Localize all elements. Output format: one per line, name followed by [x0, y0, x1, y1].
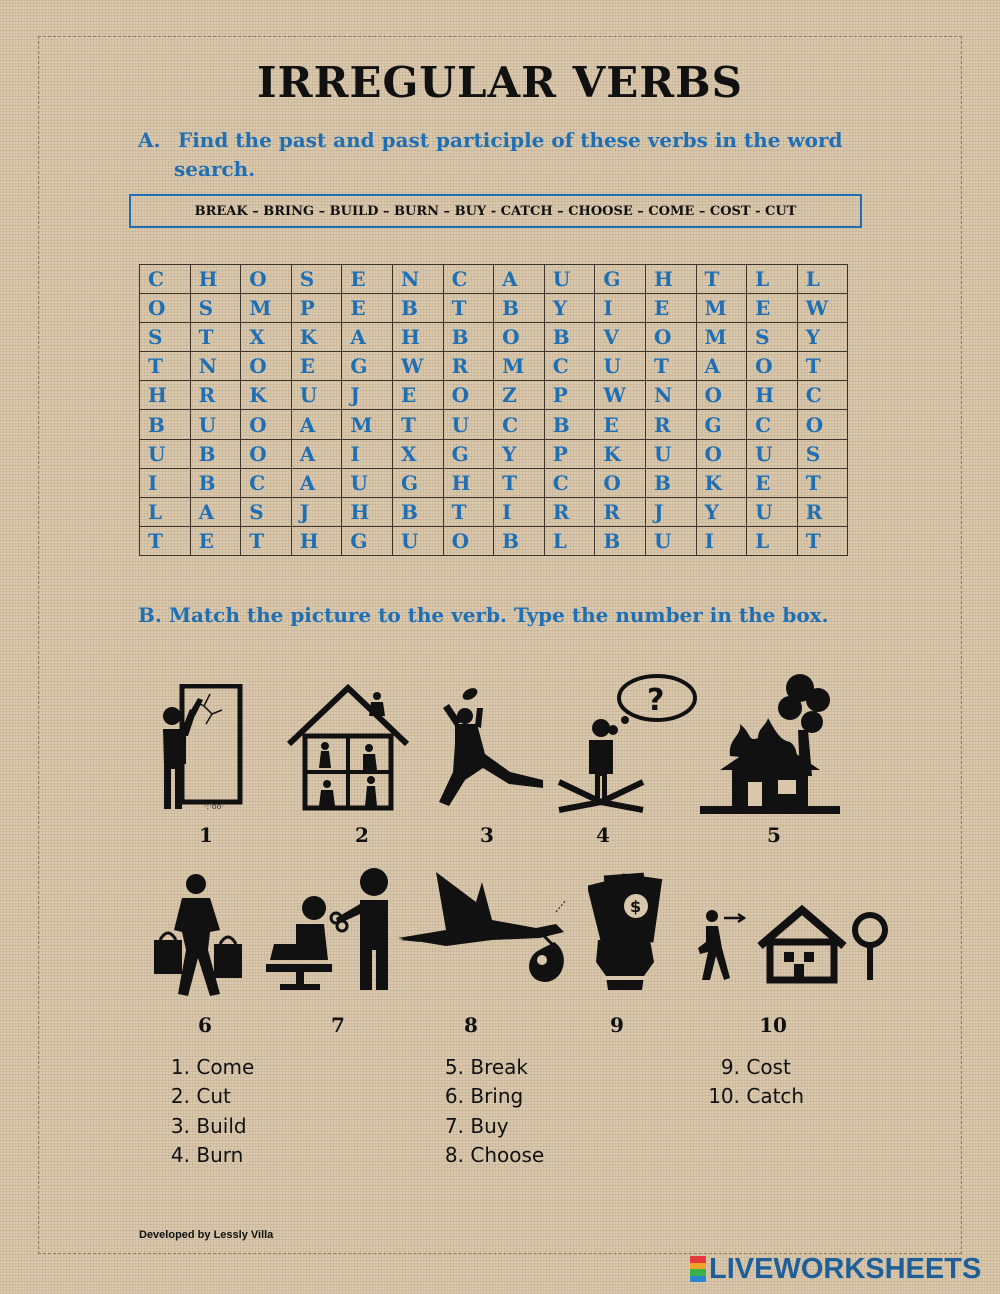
grid-cell[interactable]: M — [696, 294, 747, 323]
grid-cell[interactable]: N — [645, 381, 696, 410]
grid-row — [140, 439, 848, 468]
grid-cell[interactable]: S — [190, 294, 241, 323]
grid-cell[interactable]: U — [342, 468, 393, 497]
grid-cell[interactable]: U — [544, 265, 595, 294]
grid-cell[interactable]: C — [494, 410, 545, 439]
broken-window-icon — [160, 684, 250, 812]
grid-cell[interactable]: G — [342, 526, 393, 555]
grid-cell[interactable]: M — [696, 323, 747, 352]
grid-cell[interactable]: E — [392, 381, 443, 410]
grid-cell[interactable]: H — [392, 323, 443, 352]
picture-number-8: 8 — [464, 1013, 478, 1037]
grid-cell[interactable]: W — [595, 381, 646, 410]
verb-item: 6. Bring — [444, 1084, 524, 1109]
liveworksheets-logo-text: LIVEWORKSHEETS — [709, 1252, 982, 1285]
grid-cell[interactable]: O — [443, 381, 494, 410]
grid-cell[interactable]: B — [595, 526, 646, 555]
grid-cell[interactable]: B — [190, 439, 241, 468]
grid-cell[interactable]: O — [494, 323, 545, 352]
grid-row — [140, 265, 848, 294]
house-building-icon — [285, 684, 411, 812]
picture-number-2: 2 — [355, 823, 369, 847]
grid-cell[interactable]: E — [342, 294, 393, 323]
grid-cell[interactable]: G — [696, 410, 747, 439]
verb-list-column-1 — [160, 1053, 254, 1170]
shopping-bags-icon — [152, 870, 244, 998]
grid-cell[interactable]: E — [595, 410, 646, 439]
verb-item: 4. Burn — [170, 1142, 244, 1167]
picture-number-10: 10 — [759, 1013, 787, 1037]
verb-item: 9. Cost — [720, 1055, 791, 1079]
grid-cell[interactable]: Z — [494, 381, 545, 410]
grid-cell[interactable]: S — [747, 323, 798, 352]
grid-cell[interactable]: I — [494, 497, 545, 526]
grid-cell[interactable]: C — [443, 265, 494, 294]
grid-cell[interactable]: L — [747, 265, 798, 294]
grid-cell[interactable]: H — [342, 497, 393, 526]
verb-list-column-2 — [434, 1053, 544, 1170]
grid-cell[interactable]: W — [797, 294, 848, 323]
verb-item: 10. Catch — [708, 1084, 805, 1109]
grid-cell[interactable]: O — [241, 439, 292, 468]
grid-cell[interactable]: G — [595, 265, 646, 294]
grid-cell[interactable]: C — [797, 381, 848, 410]
grid-cell[interactable]: B — [443, 323, 494, 352]
grid-cell[interactable]: R — [797, 497, 848, 526]
grid-row — [140, 497, 848, 526]
grid-cell[interactable]: S — [140, 323, 191, 352]
grid-cell[interactable]: U — [392, 526, 443, 555]
grid-cell[interactable]: B — [494, 294, 545, 323]
grid-cell[interactable]: A — [291, 468, 342, 497]
grid-cell[interactable]: P — [544, 381, 595, 410]
verb-item: 3. Build — [170, 1113, 247, 1138]
grid-cell[interactable]: N — [190, 352, 241, 381]
grid-row — [140, 526, 848, 555]
grid-cell[interactable]: U — [595, 352, 646, 381]
haircut-icon — [262, 864, 392, 992]
grid-cell[interactable]: H — [291, 526, 342, 555]
grid-cell[interactable]: P — [291, 294, 342, 323]
verb-item: 7. Buy — [444, 1113, 509, 1138]
grid-cell[interactable]: T — [494, 468, 545, 497]
grid-cell[interactable]: B — [140, 410, 191, 439]
catching-ball-icon — [425, 684, 547, 812]
grid-cell[interactable]: O — [696, 381, 747, 410]
grid-cell[interactable]: T — [392, 410, 443, 439]
instruction-a-line1: Find the past and past participle of these verbs in the word — [178, 128, 843, 152]
money-in-hand-icon — [588, 866, 666, 994]
grid-cell[interactable]: U — [645, 526, 696, 555]
grid-row — [140, 352, 848, 381]
grid-cell[interactable]: R — [645, 410, 696, 439]
grid-cell[interactable]: A — [291, 439, 342, 468]
instruction-a-line2: search. — [174, 157, 256, 181]
grid-cell[interactable]: K — [595, 439, 646, 468]
grid-cell[interactable]: I — [696, 526, 747, 555]
grid-cell[interactable]: O — [747, 352, 798, 381]
grid-cell[interactable]: K — [241, 381, 292, 410]
grid-cell[interactable]: H — [747, 381, 798, 410]
grid-cell[interactable]: Y — [544, 294, 595, 323]
grid-cell[interactable]: I — [595, 294, 646, 323]
grid-row — [140, 468, 848, 497]
grid-cell[interactable]: R — [544, 497, 595, 526]
grid-cell[interactable]: Y — [797, 323, 848, 352]
svg-text:·:·oo·: ·:·oo· — [204, 802, 225, 811]
grid-cell[interactable]: E — [342, 265, 393, 294]
grid-cell[interactable]: E — [291, 352, 342, 381]
page-title: IRREGULAR VERBS — [257, 58, 743, 107]
verb-item: 1. Come — [170, 1055, 255, 1079]
grid-cell[interactable]: I — [342, 439, 393, 468]
grid-cell[interactable]: C — [140, 265, 191, 294]
word-list-box — [129, 194, 862, 228]
instruction-a-letter: A. — [138, 128, 161, 152]
picture-number-1: 1 — [199, 823, 213, 847]
grid-cell[interactable]: C — [241, 468, 292, 497]
picture-number-3: 3 — [480, 823, 494, 847]
word-list: BREAK – BRING – BUILD – BURN – BUY - CATCH – CHOOSE – COME – COST - CUT — [194, 203, 797, 219]
grid-cell[interactable]: M — [494, 352, 545, 381]
grid-cell[interactable]: A — [342, 323, 393, 352]
burning-house-icon — [700, 666, 840, 814]
grid-cell[interactable]: L — [140, 497, 191, 526]
picture-number-4: 4 — [596, 823, 610, 847]
grid-cell[interactable]: O — [140, 294, 191, 323]
grid-cell[interactable]: L — [544, 526, 595, 555]
grid-cell[interactable]: B — [190, 468, 241, 497]
grid-cell[interactable]: T — [797, 352, 848, 381]
grid-cell[interactable]: O — [645, 323, 696, 352]
grid-cell[interactable]: O — [797, 410, 848, 439]
grid-cell[interactable]: B — [645, 468, 696, 497]
grid-cell[interactable]: U — [645, 439, 696, 468]
grid-cell[interactable]: S — [291, 265, 342, 294]
verb-item: 8. Choose — [444, 1142, 545, 1167]
grid-cell[interactable]: A — [291, 410, 342, 439]
grid-cell[interactable]: P — [544, 439, 595, 468]
grid-cell[interactable]: S — [797, 439, 848, 468]
grid-cell[interactable]: A — [494, 265, 545, 294]
grid-cell[interactable]: B — [544, 410, 595, 439]
grid-row — [140, 381, 848, 410]
grid-cell[interactable]: T — [797, 468, 848, 497]
grid-cell[interactable]: E — [747, 294, 798, 323]
grid-cell[interactable]: L — [747, 526, 798, 555]
grid-cell[interactable]: A — [190, 497, 241, 526]
instruction-a — [138, 126, 858, 184]
grid-row — [140, 323, 848, 352]
grid-cell[interactable]: T — [645, 352, 696, 381]
verb-list-column-3 — [700, 1053, 804, 1112]
grid-row — [140, 410, 848, 439]
grid-cell[interactable]: V — [595, 323, 646, 352]
stork-bringing-baby-icon — [396, 862, 576, 992]
grid-cell[interactable]: T — [797, 526, 848, 555]
grid-cell[interactable]: C — [544, 352, 595, 381]
grid-row — [140, 294, 848, 323]
choosing-person-icon — [555, 674, 700, 814]
grid-cell[interactable]: H — [645, 265, 696, 294]
grid-cell[interactable]: U — [747, 497, 798, 526]
grid-cell[interactable]: K — [291, 323, 342, 352]
grid-cell[interactable]: H — [190, 265, 241, 294]
picture-number-9: 9 — [610, 1013, 624, 1037]
grid-cell[interactable]: R — [190, 381, 241, 410]
grid-cell[interactable]: T — [190, 323, 241, 352]
liveworksheets-logo — [690, 1252, 981, 1286]
grid-cell[interactable]: S — [241, 497, 292, 526]
picture-number-7: 7 — [331, 1013, 345, 1037]
grid-cell[interactable]: O — [241, 352, 292, 381]
svg-text:?: ? — [647, 683, 665, 718]
grid-cell[interactable]: Y — [696, 497, 747, 526]
grid-cell[interactable]: T — [140, 352, 191, 381]
grid-cell[interactable]: H — [443, 468, 494, 497]
grid-cell[interactable]: E — [747, 468, 798, 497]
grid-cell[interactable]: Y — [494, 439, 545, 468]
grid-cell[interactable]: O — [443, 526, 494, 555]
svg-text:$: $ — [630, 897, 642, 916]
grid-cell[interactable]: M — [241, 294, 292, 323]
grid-cell[interactable]: J — [291, 497, 342, 526]
grid-cell[interactable]: X — [241, 323, 292, 352]
grid-cell[interactable]: B — [494, 526, 545, 555]
grid-cell[interactable]: L — [797, 265, 848, 294]
grid-cell[interactable]: E — [645, 294, 696, 323]
grid-cell[interactable]: T — [241, 526, 292, 555]
grid-cell[interactable]: C — [747, 410, 798, 439]
grid-cell[interactable]: T — [443, 497, 494, 526]
grid-cell[interactable]: X — [392, 439, 443, 468]
grid-cell[interactable]: O — [241, 410, 292, 439]
walking-home-icon — [694, 904, 890, 988]
grid-cell[interactable]: T — [443, 294, 494, 323]
picture-number-5: 5 — [767, 823, 781, 847]
grid-cell[interactable]: B — [392, 294, 443, 323]
grid-cell[interactable]: I — [140, 468, 191, 497]
grid-cell[interactable]: W — [392, 352, 443, 381]
grid-cell[interactable]: R — [595, 497, 646, 526]
grid-cell[interactable]: B — [544, 323, 595, 352]
grid-cell[interactable]: O — [595, 468, 646, 497]
grid-cell[interactable]: M — [342, 410, 393, 439]
grid-cell[interactable]: O — [696, 439, 747, 468]
grid-cell[interactable]: U — [443, 410, 494, 439]
grid-cell[interactable]: C — [544, 468, 595, 497]
grid-cell[interactable]: G — [392, 468, 443, 497]
grid-cell[interactable]: T — [140, 526, 191, 555]
grid-cell[interactable]: G — [342, 352, 393, 381]
grid-cell[interactable]: B — [392, 497, 443, 526]
grid-cell[interactable]: J — [342, 381, 393, 410]
developer-credit: Developed by Lessly Villa — [139, 1229, 274, 1241]
grid-cell[interactable]: U — [291, 381, 342, 410]
grid-cell[interactable]: J — [645, 497, 696, 526]
grid-cell[interactable]: H — [140, 381, 191, 410]
grid-cell[interactable]: R — [443, 352, 494, 381]
liveworksheets-logo-icon — [690, 1256, 706, 1282]
grid-cell[interactable]: G — [443, 439, 494, 468]
grid-cell[interactable]: U — [190, 410, 241, 439]
grid-cell[interactable]: A — [696, 352, 747, 381]
grid-cell[interactable]: N — [392, 265, 443, 294]
grid-cell[interactable]: U — [747, 439, 798, 468]
grid-cell[interactable]: O — [241, 265, 292, 294]
verb-item: 2. Cut — [170, 1084, 231, 1109]
verb-item: 5. Break — [444, 1055, 529, 1079]
grid-cell[interactable]: T — [696, 265, 747, 294]
picture-number-6: 6 — [198, 1013, 212, 1037]
grid-cell[interactable]: E — [190, 526, 241, 555]
instruction-b: B. Match the picture to the verb. Type the number in the box. — [138, 603, 829, 627]
grid-cell[interactable]: U — [140, 439, 191, 468]
grid-cell[interactable]: K — [696, 468, 747, 497]
word-search-grid — [139, 264, 848, 556]
